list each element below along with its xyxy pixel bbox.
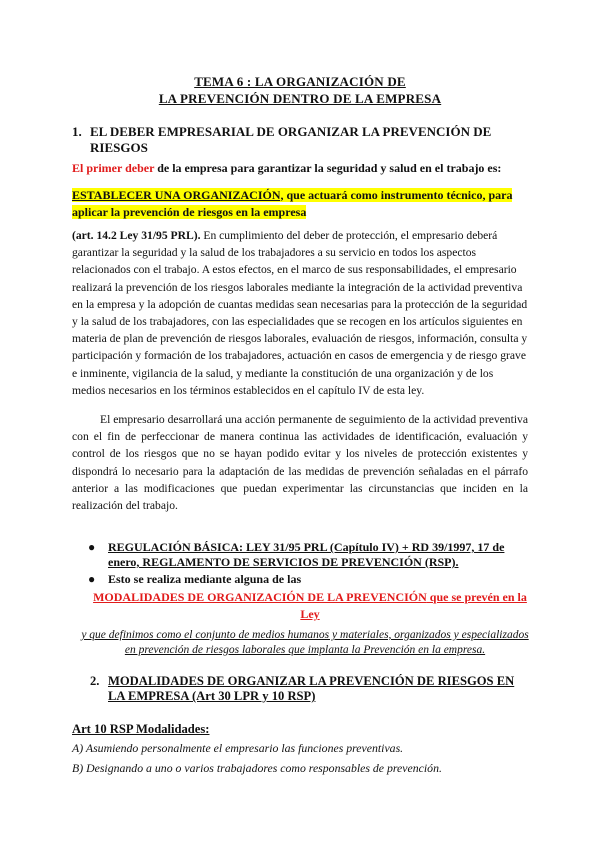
bullet-dot-icon: ● [88, 540, 96, 554]
body-1-reference: (art. 14.2 Ley 31/95 PRL). [72, 229, 201, 242]
establecer-underlined: ESTABLECER UNA ORGANIZACIÓN [72, 188, 281, 202]
bullet-regulacion [88, 540, 516, 570]
section-2-number: 2. [90, 674, 100, 688]
title-line-2: LA PREVENCIÓN DENTRO DE LA EMPRESA [158, 91, 442, 106]
option-b: B) Designando a uno o varios trabajadores como responsables de prevención. [72, 761, 442, 775]
bullet-modalidades-text: Esto se realiza mediante alguna de las [108, 572, 302, 586]
option-a: A) Asumiendo personalmente el empresario las funciones preventivas. [72, 741, 404, 755]
section-2-text: MODALIDADES DE ORGANIZAR LA PREVENCIÓN DE RIESGOS EN LA EMPRESA (Art 30 LPR y 10 RSP) [108, 674, 515, 703]
establecer-highlight [72, 187, 532, 221]
section-1-heading [72, 124, 510, 156]
definition-text: y que definimos como el conjunto de medios humanos y materiales, organizados y especializados en prevención de riesgos laborales que implanta la Prevención en la empresa. [81, 629, 529, 656]
section-2-heading [90, 674, 528, 704]
body-paragraph-2: El empresario desarrollará una acción permanente de seguimiento de la actividad preventiva con el fin de perfeccionar de manera continua las actividades de identificación, evaluación y control de los riesgos que no se hayan podido evitar y los niveles de protección existentes y dispondrá lo necesario para la adaptación de las medidas de prevención señaladas en el párrafo anterior a las modificaciones que puedan experimentar las circunstancias que inciden en la realización del trabajo. [72, 413, 528, 513]
modalidades-suffix: que se prevén en la Ley [300, 590, 527, 621]
art10-heading: Art 10 RSP Modalidades: [72, 722, 210, 736]
section-1-number: 1. [72, 124, 82, 139]
title-line-1: TEMA 6 : LA ORGANIZACIÓN DE [194, 74, 406, 89]
intro-paragraph [72, 160, 532, 177]
bullet-regulacion-text: REGULACIÓN BÁSICA: LEY 31/95 PRL (Capítulo IV) + RD 39/1997, 17 de enero, REGLAMENTO DE SERVICIOS DE PREVENCIÓN (RSP). [108, 540, 505, 569]
body-paragraph-1 [72, 227, 528, 399]
bullet-dot-icon: ● [88, 572, 96, 586]
intro-red-text: El primer deber [72, 161, 155, 175]
intro-rest-text: de la empresa para garantizar la seguridad y salud en el trabajo es: [154, 161, 502, 175]
bullet-modalidades [88, 572, 516, 587]
establecer-rest: , que actuará como instrumento técnico, para aplicar la prevención de riesgos en la empresa [72, 188, 513, 219]
body-1-text: En cumplimiento del deber de protección, el empresario deberá garantizar la seguridad y la salud de los trabajadores a su servicio en todos los aspectos relacionados con el trabajo. A estos efectos, en el marco de sus responsabilidades, el empresario realizará la prevención de los riesgos laborales mediante la integración de la actividad preventiva en la empresa y la adopción de cuantas medidas sean necesarias para la protección de la seguridad y la salud de los trabajadores, con las especialidades que se recogen en los artículos siguientes en materia de plan de prevención de riesgos laborales, evaluación de riesgos, información, consulta y participación y formación de los trabajadores, actuación en casos de emergencia y de riesgo grave e inminente, vigilancia de la salud, y mediante la constitución de una organización y de los medios necesarios en los términos establecidos en el capítulo IV de esta ley. [72, 229, 528, 397]
modalidades-text: MODALIDADES DE ORGANIZACIÓN DE LA PREVENCIÓN [93, 590, 427, 604]
modalidades-heading [90, 589, 530, 623]
section-1-text: EL DEBER EMPRESARIAL DE ORGANIZAR LA PREVENCIÓN DE RIESGOS [90, 124, 492, 155]
